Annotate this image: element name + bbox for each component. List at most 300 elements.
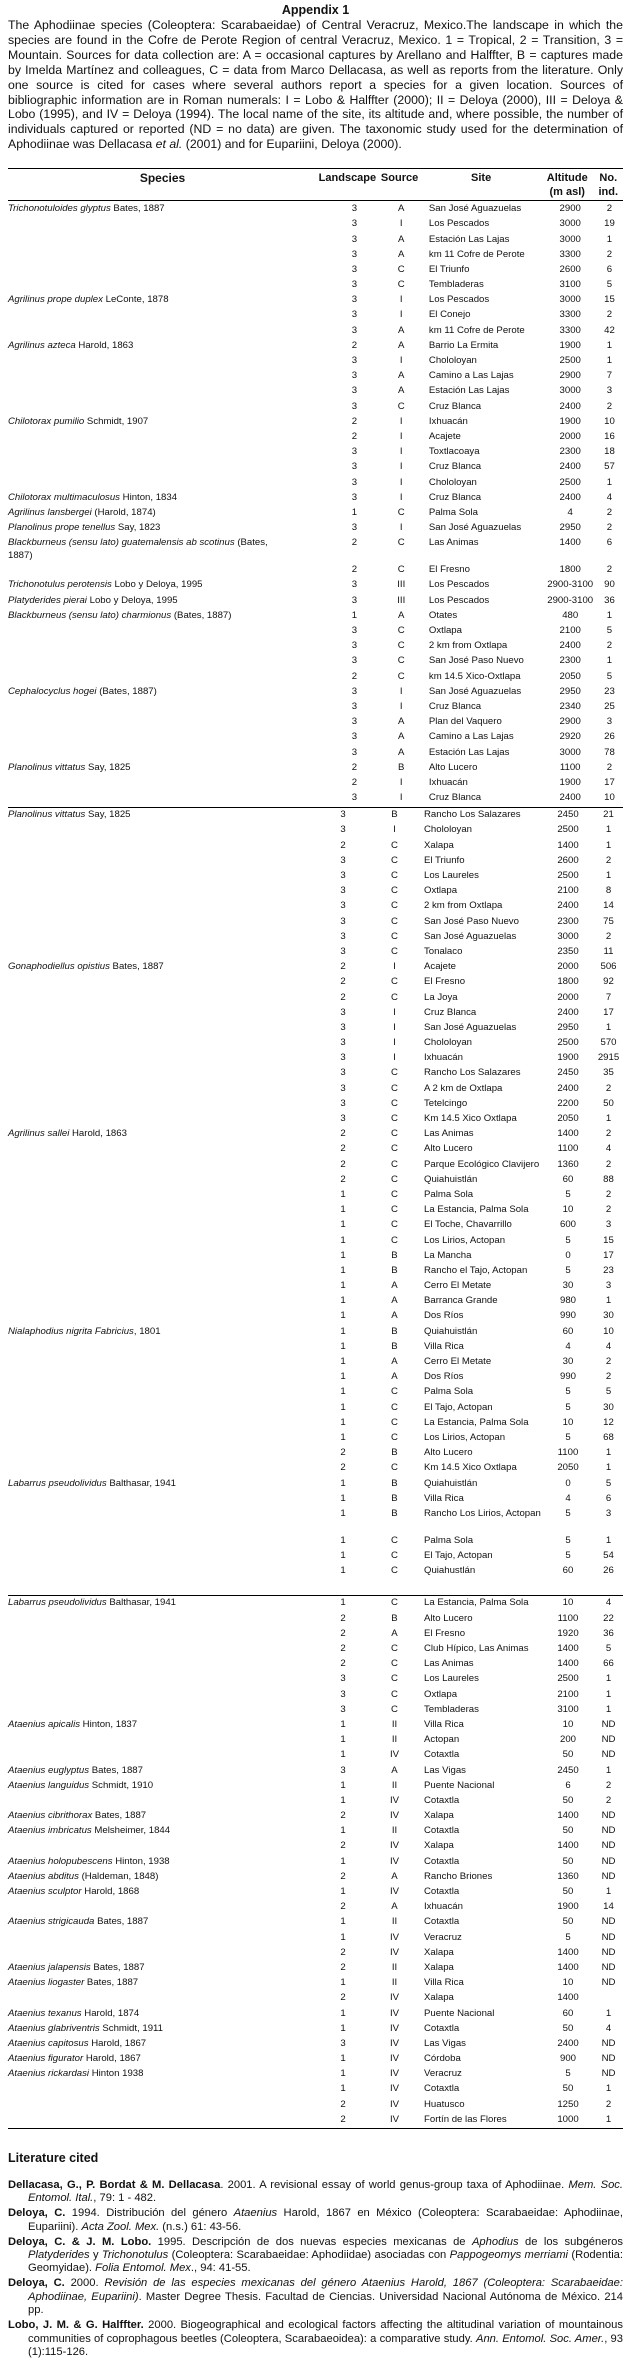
individuals-cell: ND — [601, 1961, 616, 1973]
individuals-cell: 10 — [604, 415, 615, 427]
table-row — [8, 2037, 623, 2052]
landscape-cell: 3 — [340, 1021, 346, 1033]
individuals-cell: 5 — [605, 1643, 612, 1655]
source-cell: I — [399, 461, 403, 473]
table-row — [8, 1627, 623, 1642]
source-cell: B — [391, 809, 398, 821]
table-row — [8, 202, 623, 217]
landscape-cell: 1 — [340, 1416, 346, 1428]
reference-text: 1995. Descripción de dos nuevas especies mexicanas de — [151, 2235, 472, 2248]
species-name — [8, 2053, 141, 2064]
altitude-cell: 50 — [562, 1916, 574, 1928]
source-cell: I — [399, 685, 403, 697]
source-cell: IV — [389, 1840, 400, 1852]
header-altitude — [541, 169, 594, 201]
site-cell: Cotaxtla — [424, 1749, 460, 1761]
species-cell — [8, 1279, 313, 1294]
altitude-cell: 5 — [565, 1264, 571, 1276]
individuals-cell: 25 — [604, 700, 615, 712]
site-cell: Dos Ríos — [424, 1310, 464, 1322]
altitude-cell: 2050 — [557, 1113, 579, 1125]
species-cell — [8, 915, 313, 930]
source-cell: C — [391, 915, 398, 927]
altitude-cell: 1800 — [557, 976, 579, 988]
source-cell: C — [397, 400, 405, 412]
species-name — [8, 294, 169, 305]
landscape-cell: 3 — [351, 716, 358, 728]
altitude-cell: 2600 — [557, 854, 579, 866]
site-cell: Cotaxtla — [424, 1825, 460, 1837]
species-binomial: Planolinus vittatus — [8, 761, 86, 773]
altitude-cell: 0 — [565, 1477, 571, 1489]
source-cell: B — [391, 1264, 398, 1276]
source-cell: C — [391, 1067, 398, 1079]
table-row — [8, 761, 623, 776]
species-cell — [8, 1325, 313, 1340]
altitude-cell: 2400 — [559, 461, 581, 473]
individuals-cell: 14 — [603, 900, 614, 912]
table-row — [8, 1612, 623, 1627]
landscape-cell: 2 — [340, 1870, 346, 1882]
species-binomial: Ataenius jalapensis — [8, 1961, 91, 1973]
reference-entry — [8, 2207, 623, 2234]
altitude-cell: 10 — [562, 1718, 574, 1730]
reference-list — [8, 2179, 623, 2359]
landscape-cell: 3 — [340, 1067, 346, 1079]
altitude-cell: 2500 — [557, 824, 579, 836]
individuals-cell: 1 — [605, 824, 612, 836]
source-cell: C — [391, 1173, 398, 1185]
individuals-cell: 2 — [606, 640, 613, 652]
table-row — [8, 1779, 623, 1794]
altitude-cell: 10 — [562, 1416, 574, 1428]
altitude-cell: 990 — [559, 1310, 576, 1322]
site-cell: San José Paso Nuevo — [424, 915, 519, 927]
table-row — [8, 609, 623, 624]
source-cell: II — [391, 1977, 398, 1989]
site-cell: San José Aguazuelas — [424, 930, 517, 942]
species-cell — [8, 278, 327, 293]
individuals-cell: 506 — [600, 961, 617, 973]
landscape-cell: 1 — [340, 1492, 346, 1504]
source-cell: B — [398, 761, 405, 773]
source-cell: A — [398, 746, 405, 758]
landscape-cell: 3 — [340, 1764, 346, 1776]
source-cell: A — [398, 339, 405, 351]
altitude-cell: 6 — [565, 1779, 571, 1791]
species-cell — [8, 248, 327, 263]
table-row — [8, 415, 623, 430]
landscape-cell: 2 — [340, 839, 346, 851]
species-cell — [8, 308, 327, 323]
source-cell: IV — [389, 2053, 400, 2065]
species-cell — [8, 217, 327, 232]
landscape-cell: 3 — [351, 370, 358, 382]
site-cell: Rancho el Tajo, Actopan — [424, 1264, 528, 1276]
species-authority: Bates, 1887 — [94, 1916, 149, 1928]
site-cell: Tembladeras — [428, 279, 484, 291]
landscape-cell: 1 — [340, 1340, 346, 1352]
intro-text: The Aphodiinae species (Coleoptera: Scarabaeidae) of Central Veracruz, Mexico.The landscape in which the species are found in the Cofre de Perote Region of central Veracruz, Mexico. 1 = Tropical, 2 = Transition, 3 = Mountain. Sources for data collection are: A = occasional captures by Arellano and Halffter, B = captures made by Imelda Martínez and colleagues, C = data from Marco Dellacasa, as well as reports from the literature. Only one source is cited for cases where several authors report a species for a given location. Sources of bibliographic information are in Roman numerals: I = Lobo & Halffter (2000); II = Deloya (2000), III = Deloya & Lobo (1995), and IV = Deloya (1994). The local name of the site, its altitude and, where possible, the number of individuals captured or reported (ND = no data) are given. The taxonomic study used for the determination of Aphodiinae was Dellacasa — [8, 18, 623, 152]
individuals-cell: 1 — [605, 1886, 612, 1898]
species-name — [8, 961, 164, 972]
species-cell — [8, 975, 313, 990]
species-authority: Schmidt, 1911 — [99, 2022, 164, 2034]
table-row — [8, 1824, 623, 1839]
table-row — [8, 1066, 623, 1081]
source-cell: C — [391, 1703, 398, 1715]
altitude-cell: 5 — [565, 1931, 571, 1943]
landscape-cell: 1 — [340, 1550, 346, 1562]
species-cell — [8, 609, 327, 624]
altitude-cell: 1900 — [559, 339, 581, 351]
individuals-cell: 5 — [606, 670, 613, 682]
altitude-cell: 1400 — [557, 1946, 579, 1958]
site-cell: Huatusco — [424, 2098, 465, 2110]
individuals-cell: 2 — [605, 1128, 612, 1140]
individuals-cell: ND — [601, 2068, 616, 2080]
table-row — [8, 233, 623, 248]
altitude-cell: 1400 — [557, 839, 579, 851]
landscape-cell: 2 — [351, 761, 358, 773]
individuals-cell: 1 — [606, 655, 613, 667]
site-cell: Cotaxtla — [424, 2083, 460, 2095]
site-cell: Toxtlacoaya — [428, 446, 480, 458]
table-row — [8, 369, 623, 384]
header-altitude-line2: (m asl) — [549, 186, 585, 199]
species-name — [8, 203, 165, 214]
landscape-cell: 1 — [340, 1325, 346, 1337]
altitude-cell: 2900 — [559, 370, 581, 382]
species-cell — [8, 491, 327, 506]
species-cell — [8, 1809, 313, 1824]
table-row — [8, 445, 623, 460]
source-cell: I — [393, 824, 396, 836]
altitude-cell: 2920 — [559, 731, 581, 743]
individuals-cell: ND — [601, 2037, 616, 2049]
individuals-cell: 1 — [605, 1673, 612, 1685]
species-authority: Hinton 1938 — [89, 2068, 144, 2080]
individuals-cell: 1 — [606, 476, 613, 488]
individuals-cell: 3 — [606, 385, 613, 397]
landscape-cell: 2 — [340, 1462, 346, 1474]
table-row — [8, 1203, 623, 1218]
site-cell: Actopan — [424, 1734, 460, 1746]
table-row — [8, 1657, 623, 1672]
altitude-cell: 50 — [562, 1825, 574, 1837]
table-row — [8, 491, 623, 506]
landscape-cell: 3 — [351, 731, 358, 743]
landscape-cell: 3 — [340, 2037, 346, 2049]
landscape-cell: 3 — [340, 945, 346, 957]
site-cell: Córdoba — [424, 2053, 461, 2065]
source-cell: A — [391, 1870, 398, 1882]
source-cell: C — [397, 640, 405, 652]
individuals-cell: 19 — [604, 218, 615, 230]
individuals-cell: ND — [601, 1946, 616, 1958]
individuals-cell: 1 — [605, 1447, 612, 1459]
source-cell: II — [391, 1916, 398, 1928]
altitude-cell: 50 — [562, 1855, 574, 1867]
table-row — [8, 1325, 623, 1340]
table-row — [8, 685, 623, 700]
site-cell: Villa Rica — [424, 1340, 464, 1352]
site-cell: San José Aguazuelas — [428, 522, 522, 534]
individuals-cell: 1 — [605, 1462, 612, 1474]
species-cell — [8, 1534, 313, 1549]
landscape-cell: 2 — [340, 1643, 346, 1655]
source-cell: C — [391, 1688, 398, 1700]
species-name — [8, 1886, 139, 1897]
individuals-cell: 11 — [603, 945, 614, 957]
landscape-cell: 3 — [351, 309, 358, 321]
table-row — [8, 1688, 623, 1703]
individuals-cell: 1 — [605, 1113, 612, 1125]
altitude-cell: 60 — [562, 1325, 574, 1337]
individuals-cell: 4 — [606, 491, 613, 503]
altitude-cell: 2500 — [559, 476, 581, 488]
species-name — [8, 2008, 139, 2019]
source-cell: III — [397, 594, 406, 606]
site-cell: Cotaxtla — [424, 2022, 460, 2034]
species-binomial: Blackburneus (sensu lato) guatemalensis ab scotinus — [8, 537, 235, 549]
header-altitude-line1: Altitude — [546, 172, 588, 185]
source-cell: B — [391, 1612, 398, 1624]
species-name — [8, 1856, 170, 1867]
altitude-cell: 3000 — [559, 294, 581, 306]
source-cell: C — [391, 1643, 398, 1655]
source-cell: I — [399, 776, 403, 788]
species-cell — [8, 1507, 313, 1534]
site-cell: Xalapa — [424, 1810, 454, 1822]
altitude-cell: 5 — [565, 1234, 571, 1246]
site-cell: Cruz Blanca — [424, 1006, 477, 1018]
individuals-cell: ND — [601, 1855, 616, 1867]
reference-text: 2000. Biogeographical and ecological factors affecting the altitudinal variation of mountainous communities of coprophagous beetles (Coleoptera, Scarabaeoidea): a comparative study. — [28, 2319, 623, 2345]
site-cell: Tembladeras — [424, 1703, 479, 1715]
species-cell — [8, 1401, 313, 1416]
table-row — [8, 2098, 623, 2113]
species-cell — [8, 1127, 313, 1142]
altitude-cell: 5 — [565, 1431, 571, 1443]
table-row — [8, 1127, 623, 1142]
site-cell: Cruz Blanca — [428, 400, 482, 412]
individuals-cell: ND — [601, 1931, 616, 1943]
altitude-cell: 1400 — [557, 1810, 579, 1822]
species-binomial: Ataenius languidus — [8, 1779, 90, 1791]
species-cell — [8, 1870, 313, 1885]
species-authority: Melsheimer, 1844 — [91, 1825, 171, 1837]
site-cell: San José Paso Nuevo — [428, 655, 524, 667]
source-cell: C — [391, 1097, 398, 1109]
altitude-cell: 2100 — [557, 1688, 579, 1700]
individuals-cell: 3 — [605, 1219, 612, 1231]
table-row — [8, 1855, 623, 1870]
source-cell: A — [398, 248, 405, 260]
landscape-cell: 3 — [340, 1673, 346, 1685]
source-cell: A — [398, 609, 405, 621]
table-row — [8, 1642, 623, 1657]
individuals-cell: 75 — [603, 915, 614, 927]
species-binomial: Chilotorax pumilio — [8, 415, 85, 427]
source-cell: I — [399, 491, 403, 503]
table-row — [8, 460, 623, 475]
individuals-cell: 5 — [606, 625, 613, 637]
document-page — [8, 0, 623, 2361]
source-cell: I — [399, 309, 403, 321]
site-cell: Villa Rica — [424, 1492, 464, 1504]
landscape-cell: 3 — [351, 792, 358, 804]
altitude-cell: 5 — [565, 2068, 571, 2080]
source-cell: B — [391, 1492, 398, 1504]
individuals-cell: ND — [601, 1734, 616, 1746]
species-cell — [8, 1112, 313, 1127]
site-cell: Estación Las Lajas — [428, 233, 510, 245]
landscape-cell: 2 — [351, 537, 358, 549]
table-row — [8, 536, 623, 563]
landscape-cell: 1 — [340, 2007, 346, 2019]
species-cell — [8, 899, 313, 914]
species-cell — [8, 400, 327, 415]
table-row — [8, 1416, 623, 1431]
species-name — [8, 1326, 161, 1337]
species-cell — [8, 761, 327, 776]
species-cell — [8, 1718, 313, 1733]
table-row — [8, 430, 623, 445]
altitude-cell: 50 — [562, 2022, 574, 2034]
individuals-cell: 26 — [603, 1565, 614, 1577]
species-cell — [8, 1961, 313, 1976]
site-cell: Las Animas — [428, 537, 479, 549]
table-row — [8, 1596, 623, 1612]
species-cell — [8, 563, 327, 578]
species-name — [8, 1128, 127, 1139]
individuals-cell: ND — [601, 1840, 616, 1852]
landscape-cell: 2 — [340, 1128, 346, 1140]
species-binomial: Ataenius figurator — [8, 2053, 84, 2065]
species-cell — [8, 263, 327, 278]
species-authority: Harold, 1868 — [81, 1886, 140, 1898]
source-cell: A — [391, 1627, 398, 1639]
source-cell: I — [399, 792, 403, 804]
species-cell — [8, 1188, 313, 1203]
altitude-cell: 1900 — [557, 1901, 579, 1913]
individuals-cell: 2 — [606, 522, 613, 534]
reference-italic: Revisión de las especies mexicanas del género Ataenius Harold, 1867 (Coleoptera: Scarabaeidae: Aphodiinae, Eupariini) — [28, 2277, 623, 2303]
altitude-cell: 60 — [562, 1173, 574, 1185]
landscape-cell: 3 — [351, 263, 358, 275]
species-authority: Schmidt, 1910 — [89, 1779, 154, 1791]
species-name — [8, 1780, 153, 1791]
individuals-cell: 2 — [605, 1204, 612, 1216]
landscape-cell: 2 — [340, 976, 346, 988]
reference-italic: Mem. Soc. Entomol. Ital. — [28, 2179, 623, 2205]
altitude-cell: 0 — [565, 1249, 571, 1261]
altitude-cell: 3000 — [559, 233, 581, 245]
species-cell — [8, 624, 327, 639]
source-cell: II — [391, 1825, 398, 1837]
species-name — [8, 522, 160, 533]
table-row — [8, 1870, 623, 1885]
site-cell: Quiahuistlán — [424, 1477, 478, 1489]
source-cell: C — [391, 885, 398, 897]
species-authority: Hinton, 1834 — [119, 491, 178, 503]
landscape-cell: 1 — [340, 1779, 346, 1791]
species-binomial: Agrilinus prope duplex — [8, 294, 103, 306]
species-cell — [8, 1158, 313, 1173]
altitude-cell: 2400 — [557, 1082, 579, 1094]
individuals-cell: 5 — [606, 279, 613, 291]
site-cell: km 14.5 Xico-Oxtlapa — [428, 670, 521, 682]
altitude-cell: 3000 — [559, 746, 581, 758]
individuals-cell: 17 — [603, 1006, 614, 1018]
site-cell: El Fresno — [424, 976, 466, 988]
species-cell — [8, 991, 313, 1006]
source-cell: II — [391, 1734, 398, 1746]
species-cell — [8, 594, 327, 609]
species-cell — [8, 2022, 313, 2037]
species-cell — [8, 1976, 313, 1991]
table-block-2 — [8, 807, 623, 1579]
site-cell: Acajete — [424, 961, 456, 973]
header-species: Species — [139, 171, 186, 186]
individuals-cell: 26 — [604, 731, 615, 743]
individuals-cell: 3 — [605, 1507, 612, 1519]
altitude-cell: 3000 — [559, 385, 581, 397]
source-cell: C — [391, 839, 398, 851]
altitude-cell: 2350 — [557, 945, 579, 957]
species-cell — [8, 1355, 313, 1370]
altitude-cell: 480 — [562, 609, 579, 621]
reference-text: (Coleoptera: Scarabaeidae: Aphodiidae) asociadas con — [168, 2249, 450, 2262]
individuals-cell: 2 — [606, 400, 613, 412]
individuals-cell: 6 — [606, 537, 613, 549]
site-cell: km 11 Cofre de Perote — [428, 248, 525, 260]
landscape-cell: 3 — [351, 655, 358, 667]
species-authority: Harold, 1874 — [81, 2007, 140, 2019]
source-cell: II — [391, 1961, 398, 1973]
site-cell: km 11 Cofre de Perote — [428, 324, 525, 336]
altitude-cell: 2300 — [559, 655, 581, 667]
species-cell — [8, 1234, 313, 1249]
species-cell — [8, 1900, 313, 1915]
reference-text: de los subgéneros — [518, 2235, 624, 2248]
landscape-cell: 1 — [340, 1886, 346, 1898]
altitude-cell: 1400 — [559, 537, 581, 549]
site-cell: Plan del Vaquero — [428, 716, 502, 728]
species-cell — [8, 654, 327, 669]
species-authority: (Bates, 1887) — [96, 685, 157, 697]
source-cell: C — [391, 1188, 398, 1200]
individuals-cell: 8 — [605, 885, 612, 897]
source-cell: A — [398, 385, 405, 397]
species-cell — [8, 930, 313, 945]
species-cell — [8, 1370, 313, 1385]
species-name — [8, 610, 231, 621]
individuals-cell: 54 — [603, 1550, 614, 1562]
landscape-cell: 2 — [340, 1840, 346, 1852]
individuals-cell: 10 — [603, 1325, 614, 1337]
site-cell: Palma Sola — [428, 506, 478, 518]
intro-paragraph — [8, 18, 623, 152]
table-row — [8, 400, 623, 415]
species-cell — [8, 1006, 313, 1021]
table-row — [8, 624, 623, 639]
altitude-cell: 1100 — [559, 761, 581, 773]
species-cell — [8, 2067, 313, 2082]
table-row — [8, 324, 623, 339]
table-row — [8, 1097, 623, 1112]
